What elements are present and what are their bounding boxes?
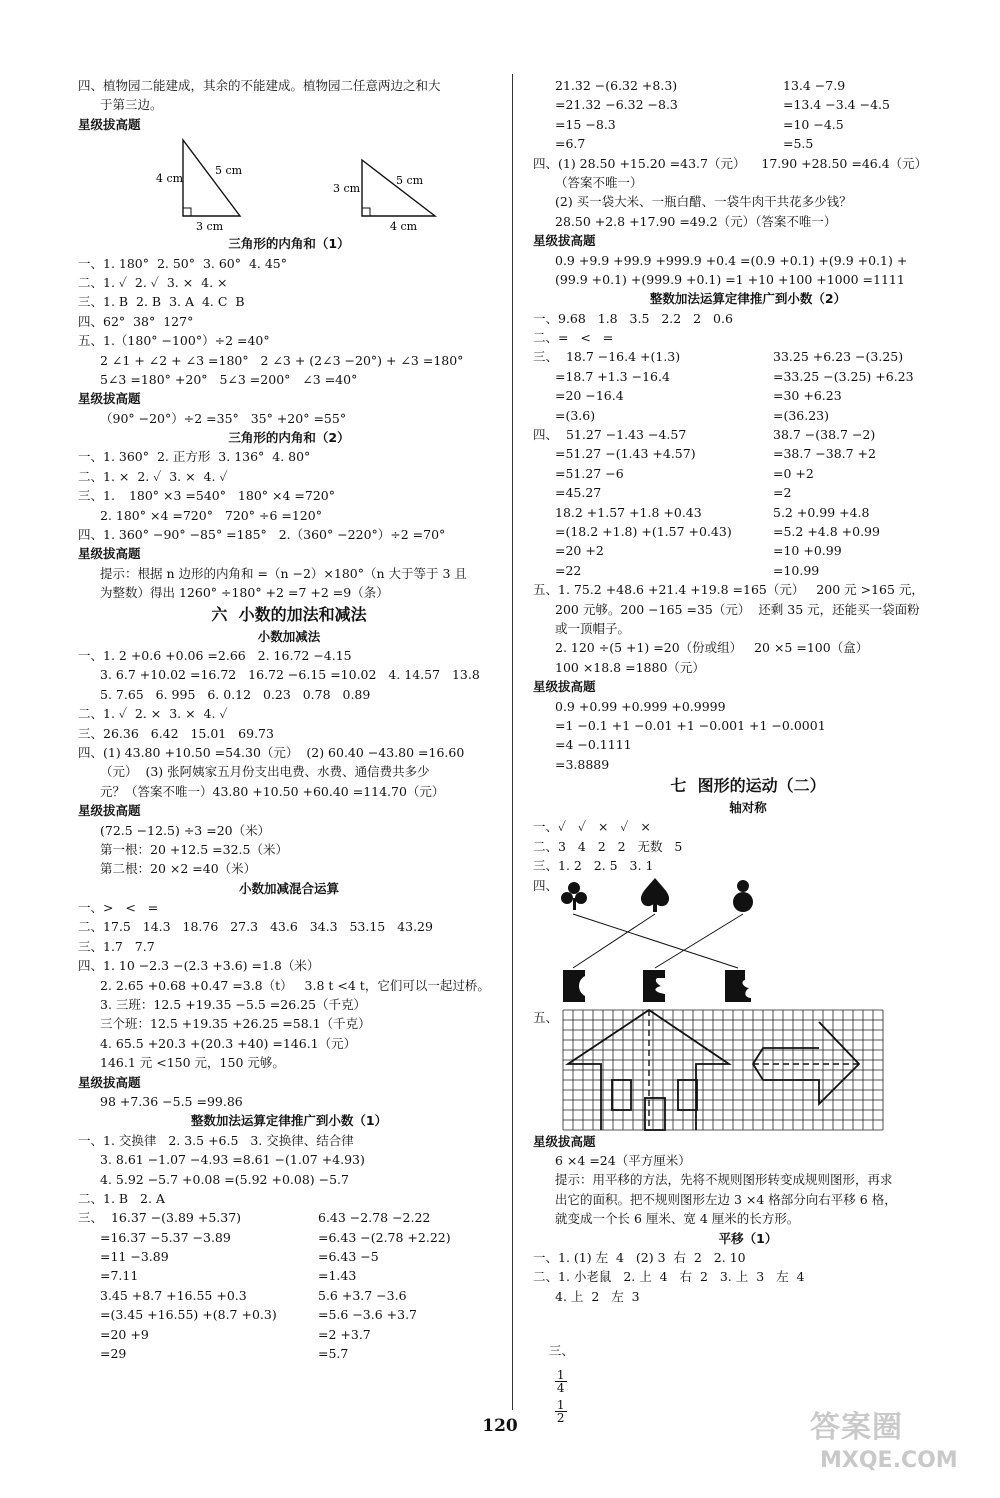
tri2-hyp-label: 5 cm (396, 174, 424, 188)
calc-line: =5.2 +4.8 +0.99 (773, 523, 880, 539)
answer-prefix: 四、 (533, 877, 559, 893)
answer-line: 0.9 +0.99 +0.999 +0.9999 (555, 698, 726, 714)
fraction (555, 1369, 567, 1394)
section-heading: 小数加减法 (257, 628, 321, 644)
section-label: 星级拔高题 (533, 233, 596, 249)
calc-line: =29 (100, 1346, 127, 1362)
section-label: 星级拔高题 (78, 391, 141, 407)
section-heading: 轴对称 (729, 800, 767, 816)
left-column (78, 76, 500, 1363)
answer-line: 100 ×18.8 =1880（元） (555, 659, 705, 675)
house-arrow-grid (533, 1008, 963, 1132)
answer-line: 提示：根据 n 边形的内角和 =（n −2）×180°（n 大于等于 3 且 (100, 565, 467, 581)
calc-line: 3.45 +8.7 +16.55 +0.3 (100, 1287, 247, 1303)
half-shape-2 (643, 970, 665, 1002)
section-label: 星级拔高题 (78, 546, 141, 562)
answer-line: 3. 三班：12.5 +19.35 −5.5 =26.25（千克） (100, 997, 367, 1013)
answer-line: 一、1. 2 +0.6 +0.06 =2.66 2. 16.72 −4.15 (78, 647, 352, 663)
calc-line: =13.4 −3.4 −4.5 (783, 97, 890, 113)
answer-line: 一、✓ ✓ × ✓ × (533, 819, 651, 835)
section-heading: 小数加减混合运算 (238, 880, 339, 896)
answer-line: 出它的面积。把不规则图形左边 3 ×4 格部分向右平移 6 格， (555, 1191, 897, 1207)
answer-line: 三、1. 2 2. 5 3. 1 (533, 858, 654, 874)
calc-line: 5.2 +0.99 +4.8 (773, 504, 870, 520)
answer-line: 3. 6.7 +10.02 =16.72 16.72 −6.15 =10.02 4. 14.57 13.8 (100, 667, 480, 683)
answer-line (533, 1306, 963, 1426)
calc-line: =5.6 −3.6 +3.7 (318, 1307, 418, 1323)
answer-line: =4 −0.1111 (555, 737, 632, 753)
calc-line: =21.32 −6.32 −8.3 (555, 97, 678, 113)
answer-line: （元） (3) 张阿姨家五月份支出电费、水费、通信费共多少 (100, 764, 430, 780)
answer-line: (72.5 −12.5) ÷3 =20（米） (100, 822, 271, 838)
calc-line: =5.5 (783, 136, 814, 152)
calc-line: =22 (555, 562, 582, 578)
answer-line: 四、1. 360° −90° −85° =185° 2.（360° −220°）÷2 =70° (78, 527, 446, 543)
fraction-numerator: 1 (556, 1368, 565, 1383)
calc-line: =0 +2 (773, 465, 814, 481)
calc-line: =10.99 (773, 562, 820, 578)
answer-prefix: 三、 (548, 1343, 574, 1359)
calc-line: =10 −4.5 (783, 116, 844, 132)
half-shape-1 (563, 970, 585, 1002)
answer-line: 五、1.（180° −100°）÷2 =40° (78, 333, 270, 349)
calc-line: =51.27 −(1.43 +4.57) (555, 446, 696, 462)
answer-line: 一、1. 交换律 2. 3.5 +6.5 3. 交换律、结合律 (78, 1132, 354, 1148)
answer-line: 一、1. 180° 2. 50° 3. 60° 4. 45° (78, 255, 288, 271)
answer-line: 0.9 +9.9 +99.9 +999.9 +0.4 =(0.9 +0.1) +(9.9 +0.1) + (555, 252, 908, 268)
calc-line: =20 +2 (555, 543, 604, 559)
answer-line: 2. 120 ÷(5 +1) =20（份或组） 20 ×5 =100（盒） (555, 640, 869, 656)
matching-figure (533, 876, 963, 1002)
answer-line: 一、9.68 1.8 3.5 2.2 2 0.6 (533, 310, 733, 326)
answer-line: 2 ∠1 + ∠2 + ∠3 =180° 2 ∠3 + (2∠3 −20°) + ∠3 =180° (100, 352, 464, 368)
calc-line: 三、 16.37 −(3.89 +5.37) (78, 1210, 242, 1226)
answer-line: （90° −20°）÷2 =35° 35° +20° =55° (100, 410, 347, 426)
calc-line: =51.27 −6 (555, 465, 624, 481)
answer-line: 6 ×4 =24（平方厘米） (555, 1153, 691, 1169)
calc-line: 三、 18.7 −16.4 +(1.3) (533, 349, 681, 365)
section-label: 星级拔高题 (78, 803, 141, 819)
calc-block (533, 347, 963, 425)
calc-line: =11 −3.89 (100, 1249, 169, 1265)
right-column (533, 76, 963, 1426)
answer-line: 四、植物园二能建成，其余的不能建成。植物园二任意两边之和大 (78, 78, 441, 93)
answer-line: 就变成一个长 6 厘米、宽 4 厘米的长方形。 (555, 1211, 800, 1227)
symmetry-matching-drawing (533, 876, 963, 1002)
answer-line: 200 元够。200 −165 =35（元） 还剩 35 元，还能买一袋面粉 (555, 601, 920, 617)
calc-line: 6.43 −2.78 −2.22 (318, 1210, 431, 1226)
fraction-denominator: 4 (556, 1381, 565, 1396)
gourd-shape (733, 880, 753, 912)
calc-line: =38.7 −38.7 +2 (773, 446, 876, 462)
answer-prefix: 五、 (533, 1009, 559, 1025)
answer-line: 四、(1) 43.80 +10.50 =54.30（元） (2) 60.40 −43.80 =16.60 (78, 744, 465, 760)
answer-line: (99.9 +0.1) +(999.9 +0.1) =1 +10 +100 +1000 =1111 (555, 271, 905, 287)
answer-line: (2) 买一袋大米、一瓶白醋、一袋牛肉干共花多少钱？ (555, 194, 852, 210)
calc-block (78, 1208, 500, 1363)
calc-line: =20 −16.4 (555, 388, 624, 404)
section-heading: 三角形的内角和（2） (228, 430, 350, 446)
answer-line: 四、(1) 28.50 +15.20 =43.7（元） 17.90 +28.50 =46.4（元） (533, 155, 928, 171)
column-divider (512, 74, 513, 1410)
calc-line: 13.4 −7.9 (783, 78, 846, 93)
calc-line: =16.37 −5.37 −3.89 (100, 1229, 231, 1245)
answer-line: 28.50 +2.8 +17.90 =49.2（元）（答案不唯一） (555, 213, 837, 229)
watermark-url: MXQE.COM (820, 1448, 958, 1473)
club-shape (561, 882, 587, 910)
calc-line: =7.11 (100, 1268, 139, 1284)
calc-line: =(36.23) (773, 407, 830, 423)
calc-line: =18.7 +1.3 −16.4 (555, 368, 670, 384)
calc-line: =5.7 (318, 1346, 349, 1362)
fraction-denominator: 2 (556, 1411, 565, 1426)
section-label: 星级拔高题 (533, 679, 596, 695)
calc-line: =20 +9 (100, 1326, 149, 1342)
answer-line: 3. 8.61 −1.07 −4.93 =8.61 −(1.07 +4.93) (100, 1152, 365, 1168)
section-label: 星级拔高题 (78, 1074, 141, 1090)
answer-line: =1 −0.1 +1 −0.01 +1 −0.001 +1 −0.0001 (555, 717, 826, 733)
calc-line: =2 (773, 485, 792, 501)
answer-line: 4. 65.5 +20.3 +(20.3 +40) =146.1（元） (100, 1035, 357, 1051)
answer-line: 二、1. ✓ 2. × 3. × 4. ✓ (78, 706, 228, 722)
answer-line: 第一根：20 +12.5 =32.5（米） (100, 841, 288, 857)
answer-line: 四、1. 10 −2.3 −(2.3 +3.6) =1.8（米） (78, 958, 320, 974)
calc-line: =6.43 −5 (318, 1249, 379, 1265)
answer-line: 一、> < = (78, 900, 159, 916)
calc-line: 38.7 −(38.7 −2) (773, 427, 876, 443)
triangles-figure (78, 134, 500, 234)
right-triangles-drawing (78, 134, 500, 234)
answer-line: 5∠3 =180° +20° 5∠3 =200° ∠3 =40° (100, 371, 358, 387)
answer-line: 98 +7.36 −5.5 =99.86 (100, 1093, 243, 1109)
calc-line: =(3.45 +16.55) +(8.7 +0.3) (100, 1307, 277, 1323)
answer-line: 二、1. 小老鼠 2. 上 4 右 2 3. 上 3 左 4 (533, 1269, 805, 1285)
answer-line: 三个班：12.5 +19.35 +26.25 =58.1（千克） (100, 1016, 371, 1032)
answer-line: 五、1. 75.2 +48.6 +21.4 +19.8 =165（元） 200 元 >165 元， (533, 582, 924, 598)
answer-line: 三、1.7 7.7 (78, 938, 155, 954)
tri1-hyp-label: 5 cm (215, 164, 243, 178)
answer-line: 二、1. ✓ 2. ✓ 3. × 4. × (78, 274, 228, 290)
calc-line: =45.27 (555, 485, 602, 501)
calc-line: 33.25 +6.23 −(3.25) (773, 349, 904, 365)
section-heading: 整数加法运算定律推广到小数（2） (649, 291, 847, 307)
answer-line: 二、= < = (533, 330, 614, 346)
answer-prefix: 三、1. (78, 488, 115, 504)
answer-line: 于第三边。 (100, 97, 163, 113)
answer-line: 或一顶帽子。 (555, 620, 631, 636)
half-shape-3 (725, 970, 751, 1002)
watermark-logo: 答案圈 (810, 1410, 903, 1445)
section-label: 星级拔高题 (533, 1133, 596, 1149)
answer-line: 2. 2.65 +0.68 +0.47 =3.8（t） 3.8 t <4 t，它们可以一起过桥。 (100, 977, 490, 993)
answer-line: 4. 5.92 −5.7 +0.08 =(5.92 +0.08) −5.7 (100, 1171, 349, 1187)
section-heading: 整数加法运算定律推广到小数（1） (190, 1113, 388, 1129)
answer-line: 一、1. 360° 2. 正方形 3. 136° 4. 80° (78, 449, 311, 465)
calc-line: 四、 51.27 −1.43 −4.57 (533, 427, 687, 443)
calc-block (533, 425, 963, 580)
answer-line (78, 486, 500, 505)
calc-line: =15 −8.3 (555, 116, 616, 132)
calc-line: =10 +0.99 (773, 543, 842, 559)
answer-line: 三、1. B 2. B 3. A 4. C B (78, 294, 245, 310)
answer-line: 二、1. × 2. ✓ 3. × 4. ✓ (78, 468, 228, 484)
tri1-left-label: 4 cm (156, 172, 184, 186)
section-label: 星级拔高题 (78, 116, 141, 132)
answer-line: 一、1. (1) 左 4 (2) 3 右 2 2. 10 (533, 1249, 746, 1265)
answer-line: 四、62° 38° 127° (78, 313, 194, 329)
calc-line: =(18.2 +1.8) +(1.57 +0.43) (555, 523, 732, 539)
answer-line: 4. 上 2 左 3 (555, 1288, 640, 1304)
calc-line: 18.2 +1.57 +1.8 +0.43 (555, 504, 702, 520)
calc-line: =1.43 (318, 1268, 357, 1284)
answer-line: 元？（答案不唯一）43.80 +10.50 +60.40 =114.70（元） (100, 783, 445, 799)
answer-line: =3.8889 (555, 756, 610, 772)
calc-line: =2 +3.7 (318, 1326, 371, 1342)
tri1-bottom-label: 3 cm (196, 220, 224, 234)
calc-line: =30 +6.23 (773, 388, 842, 404)
fraction-numerator: 1 (556, 1398, 565, 1413)
chapter-heading: 六 小数的加法和减法 (211, 604, 367, 624)
answer-line: 5. 7.65 6. 995 6. 0.12 0.23 0.78 0.89 (100, 686, 371, 702)
tri2-bottom-label: 4 cm (390, 220, 418, 234)
calc-block (533, 76, 963, 154)
answer-line: 三、26.36 6.42 15.01 69.73 (78, 725, 274, 741)
answer-line: 第二根：20 ×2 =40（米） (100, 861, 257, 877)
answer-line: 146.1 元 <150 元，150 元够。 (100, 1055, 285, 1071)
answer-line: 提示：用平移的方法，先将不规则图形转变成规则图形，再求 (555, 1172, 893, 1188)
calc-line: =(3.6) (555, 407, 596, 423)
page-number: 120 (482, 1416, 518, 1436)
answer-line: 二、17.5 14.3 18.76 27.3 43.6 34.3 53.15 43.29 (78, 919, 433, 935)
spade-shape (641, 878, 669, 912)
calc-line: 5.6 +3.7 −3.6 (318, 1287, 407, 1303)
answer-line: 2. 180° ×4 =720° 720° ÷6 =120° (100, 507, 322, 523)
grid-figure (533, 1008, 963, 1132)
calc-line: 21.32 −(6.32 +8.3) (555, 78, 678, 93)
answer-line: 二、3 4 2 2 无数 5 (533, 838, 683, 854)
section-heading: 平移（1） (718, 1230, 778, 1246)
answer-line: 为整数）得出 1260° ÷180° +2 =7 +2 =9（条） (100, 585, 389, 601)
calc-line: =6.7 (555, 136, 586, 152)
tri2-left-label: 3 cm (333, 182, 361, 196)
calc-line: =6.43 −(2.78 +2.22) (318, 1229, 451, 1245)
answer-line: （答案不唯一） (555, 174, 643, 190)
answer-text: 180° ×3 =540° 180° ×4 =720° (128, 488, 335, 504)
calc-line: =33.25 −(3.25) +6.23 (773, 368, 914, 384)
answer-line: 二、1. B 2. A (78, 1190, 165, 1206)
chapter-heading: 七 图形的运动（二） (670, 776, 826, 796)
section-heading: 三角形的内角和（1） (228, 236, 350, 252)
fraction (555, 1399, 567, 1424)
